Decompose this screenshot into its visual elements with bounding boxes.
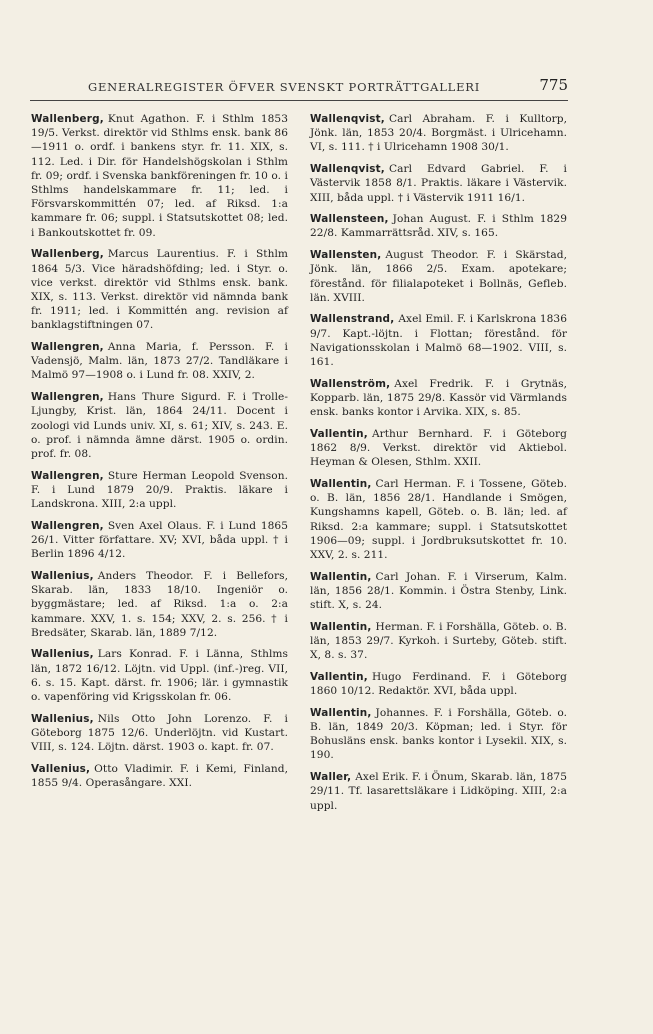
entry-text: Axel Erik. F. i Önum, Skarab. län, 1875 29/11. Tf. lasarettsläkare i Lidköping. XIII, 2:a uppl. bbox=[310, 771, 567, 812]
entry-name: Wallentin, bbox=[310, 570, 372, 583]
entry-name: Wallengren, bbox=[31, 391, 104, 404]
register-entry bbox=[310, 312, 567, 369]
entry-name: Wallengren, bbox=[31, 469, 104, 482]
register-entry bbox=[310, 212, 567, 240]
register-entry bbox=[31, 469, 288, 512]
entry-name: Wallengren, bbox=[31, 519, 104, 532]
register-entry bbox=[310, 706, 567, 763]
entry-name: Wallenius, bbox=[31, 712, 94, 725]
entry-text: Herman. F. i Forshälla, Göteb. o. B. län, 1853 29/7. Kyrkoh. i Surteby, Göteb. stift. X, 8. s. 37. bbox=[310, 620, 567, 662]
left-column bbox=[31, 112, 288, 798]
register-entry bbox=[310, 377, 567, 420]
register-entry bbox=[31, 247, 288, 332]
entry-name: Wallenberg, bbox=[31, 248, 104, 261]
entry-text: Carl Edvard Gabriel. F. i Västervik 1858 8/1. Praktis. läkare i Västervik. XIII, båda uppl. † i Västervik 1911 16/1. bbox=[310, 163, 567, 204]
register-entry bbox=[310, 477, 567, 562]
register-entry bbox=[31, 569, 288, 640]
register-entry bbox=[310, 770, 567, 813]
entry-text: Lars Konrad. F. i Länna, Sthlms län, 1872 16/12. Löjtn. vid Uppl. (inf.-)reg. VII, 6. s. 15. Kapt. därst. fr. 1906; lär. i gymnastik o. vapenföring vid Krigsskolan fr. 06. bbox=[31, 648, 288, 704]
entry-text: Marcus Laurentius. F. i Sthlm 1864 5/3. Vice häradshöfding; led. i Styr. o. vice verkst. direktör vid Sthlms ensk. bank. XIX, s. 113. Verkst. direktör vid nämnda bank fr. 1911; led. i Kommittén ang. revision af banklagstiftningen 07. bbox=[31, 248, 288, 332]
entry-name: Wallenqvist, bbox=[310, 163, 385, 176]
entry-name: Wallenstrand, bbox=[310, 313, 395, 326]
entry-name: Wallensteen, bbox=[310, 213, 389, 226]
entry-text: Carl Herman. F. i Tossene, Göteb. o. B. län, 1856 28/1. Handlande i Smögen, Kungshamns kapell, Göteb. o. B. län; led. af Riksd. 2:a kammare; suppl. i Statsutskottet 1906—09; suppl. i Jordbruksutskottet fr. 10. XXV, 2. s. 211. bbox=[310, 477, 567, 561]
entry-text: Carl Abraham. F. i Kulltorp, Jönk. län, 1853 20/4. Borgmäst. i Ulricehamn. VI, s. 111. † i Ulricehamn 1908 30/1. bbox=[310, 113, 567, 154]
register-entry bbox=[31, 519, 288, 562]
entry-text: Otto Vladimir. F. i Kemi, Finland, 1855 9/4. Operasångare. XXI. bbox=[31, 762, 288, 790]
entry-text: Axel Fredrik. F. i Grytnäs, Kopparb. län, 1875 29/8. Kassör vid Värmlands ensk. banks kontor i Arvika. XIX, s. 85. bbox=[310, 377, 567, 419]
register-entry bbox=[310, 248, 567, 305]
entry-text: August Theodor. F. i Skärstad, Jönk. län, 1866 2/5. Exam. apotekare; förestånd. för filialapoteket i Bollnäs, Gefleb. län. XVIII. bbox=[310, 249, 567, 304]
entry-text: Johannes. F. i Forshälla, Göteb. o. B. län, 1849 20/3. Köpman; led. i Styr. för Bohusläns ensk. banks kontor i Lysekil. XIX, s. 190. bbox=[310, 706, 567, 762]
register-entry bbox=[31, 712, 288, 755]
register-entry bbox=[310, 162, 567, 205]
register-entry bbox=[310, 620, 567, 663]
entry-text: Johan August. F. i Sthlm 1829 22/8. Kammarrättsråd. XIV, s. 165. bbox=[310, 213, 567, 240]
register-entry bbox=[31, 390, 288, 461]
entry-name: Waller, bbox=[310, 771, 352, 784]
entry-name: Wallenström, bbox=[310, 377, 391, 390]
entry-text: Sven Axel Olaus. F. i Lund 1865 26/1. Vitter författare. XV; XVI, båda uppl. † i Berlin 1896 4/12. bbox=[31, 519, 288, 561]
entry-name: Vallentin, bbox=[310, 427, 368, 440]
entry-text: Knut Agathon. F. i Sthlm 1853 19/5. Verkst. direktör vid Sthlms ensk. bank 86—1911 o. ordf. i bankens styr. fr. 11. XIX, s. 112. Led. i Dir. för Handelshögskolan i Sthlm fr. 09; ordf. i Svenska bankföreningen fr. 10 o. i Sthlms handelskammare fr. 11; led. i Försvarskommittén 07; led. af Riksd. 1:a kammare fr. 06; suppl. i Statsutskottet 08; led. i Bankoutskottet fr. 09. bbox=[31, 113, 288, 239]
entry-name: Wallensten, bbox=[310, 249, 382, 262]
entry-text: Hans Thure Sigurd. F. i Trolle-Ljungby, Krist. län, 1864 24/11. Docent i zoologi vid Lunds univ. XI, s. 61; XIV, s. 243. E. o. prof. i nämnda ämne därst. 1905 o. ordin. prof. fr. 08. bbox=[31, 391, 288, 460]
register-entry bbox=[31, 340, 288, 383]
register-entry bbox=[310, 670, 567, 698]
entry-name: Vallentin, bbox=[310, 670, 368, 683]
entry-text: Nils Otto John Lorenzo. F. i Göteborg 1875 12/6. Underlöjtn. vid Kustart. VIII, s. 124. Löjtn. därst. 1903 o. kapt. fr. 07. bbox=[31, 712, 288, 754]
page-header bbox=[30, 76, 568, 101]
entry-name: Wallentin, bbox=[310, 477, 372, 490]
entry-name: Wallentin, bbox=[310, 620, 372, 633]
page-number: 775 bbox=[539, 76, 568, 94]
entry-text: Carl Johan. F. i Virserum, Kalm. län, 1856 28/1. Kommin. i Östra Stenby, Link. stift. X, s. 24. bbox=[310, 570, 567, 612]
entry-name: Wallengren, bbox=[31, 341, 104, 354]
entry-name: Wallenqvist, bbox=[310, 113, 385, 125]
entry-name: Wallenius, bbox=[31, 569, 94, 582]
register-entry bbox=[310, 112, 567, 155]
entry-name: Wallenius, bbox=[31, 648, 94, 661]
register-entry bbox=[310, 570, 567, 613]
entry-text: Hugo Ferdinand. F. i Göteborg 1860 10/12. Redaktör. XVI, båda uppl. bbox=[310, 670, 567, 698]
entry-name: Wallentin, bbox=[310, 706, 372, 719]
register-entry bbox=[310, 427, 567, 470]
entry-name: Wallenberg, bbox=[31, 113, 104, 125]
register-entry bbox=[31, 762, 288, 790]
entry-text: Anna Maria, f. Persson. F. i Vadensjö, Malm. län, 1873 27/2. Tandläkare i Malmö 97—1908 o. i Lund fr. 08. XXIV, 2. bbox=[31, 341, 288, 382]
entry-text: Sture Herman Leopold Svenson. F. i Lund 1879 20/9. Praktis. läkare i Landskrona. XIII, 2:a uppl. bbox=[31, 469, 288, 511]
entry-name: Vallenius, bbox=[31, 762, 91, 775]
entry-text: Arthur Bernhard. F. i Göteborg 1862 8/9. Verkst. direktör vid Aktiebol. Heyman & Olesen, Sthlm. XXII. bbox=[310, 427, 567, 469]
register-entry bbox=[31, 112, 288, 240]
register-entry bbox=[31, 647, 288, 704]
running-head: GENERALREGISTER ÖFVER SVENSKT PORTRÄTTGALLERI bbox=[88, 80, 481, 94]
entry-text: Anders Theodor. F. i Bellefors, Skarab. län, 1833 18/10. Ingeniör o. byggmästare; led. af Riksd. 1:a o. 2:a kammare. XXV, 1. s. 154; XXV, 2. s. 256. † i Bredsäter, Skarab. län, 1889 7/12. bbox=[31, 569, 288, 639]
right-column bbox=[310, 112, 567, 820]
entry-text: Axel Emil. F. i Karlskrona 1836 9/7. Kapt.-löjtn. i Flottan; förestånd. för Navigationsskolan i Malmö 68—1902. VIII, s. 161. bbox=[310, 313, 567, 369]
